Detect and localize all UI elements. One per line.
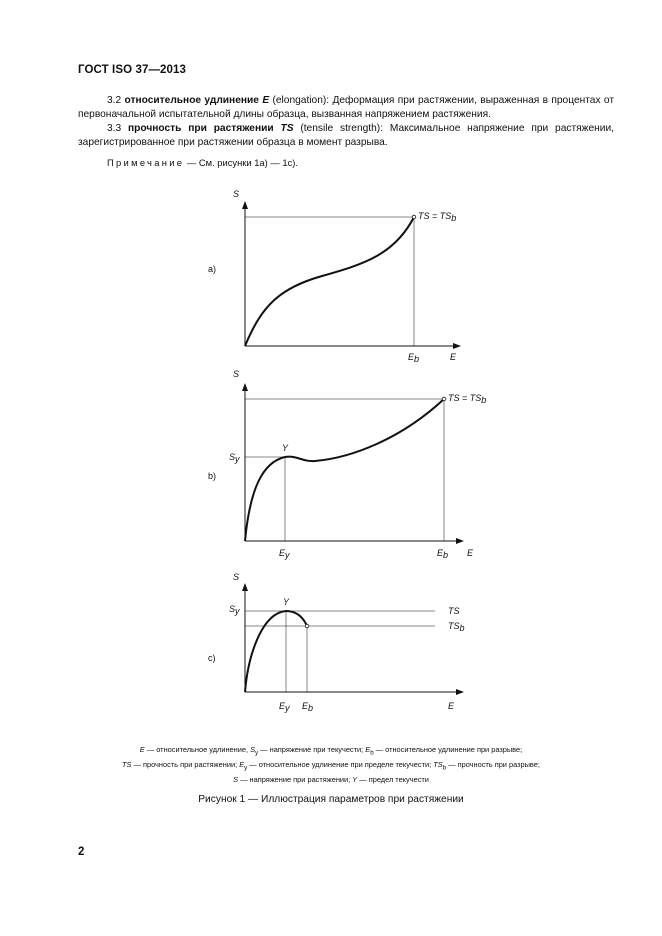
legend-subscript: y xyxy=(244,764,248,772)
legend-line xyxy=(40,744,622,759)
legend-text: — относительное удлинение, xyxy=(144,745,251,754)
legend-symbol: S xyxy=(233,774,239,784)
sy-symbol: S xyxy=(229,604,236,614)
eb-subscript: b xyxy=(308,703,314,713)
legend-subscript: y xyxy=(255,749,259,757)
stress-strain-curve xyxy=(245,217,414,346)
clause-symbol: TS xyxy=(280,123,294,134)
clause-term: относительное удлинение xyxy=(124,95,259,106)
x-axis-label: E xyxy=(467,548,474,558)
figure-caption: Рисунок 1 — Иллюстрация параметров при растяжении xyxy=(198,794,464,805)
figure-legend xyxy=(40,744,622,788)
stress-strain-curve xyxy=(245,399,444,541)
legend-text: — напряжение при текучести; xyxy=(258,745,366,754)
clause-english: (tensile strength) xyxy=(300,123,381,134)
clause-definition: : Деформация при растяжении, выраженная в процентах от первоначальной испытательной длины образца, вызванная напряжением растяжения. xyxy=(78,95,614,120)
legend-text: — относительное удлинение при пределе текучести; xyxy=(247,759,434,769)
legend-symbol: S xyxy=(250,745,256,754)
break-point xyxy=(412,215,416,219)
eb-symbol: E xyxy=(302,701,309,711)
legend-text: — прочность при растяжении; xyxy=(131,759,240,769)
ts-symbol: TS = TS xyxy=(418,211,452,221)
ey-symbol: E xyxy=(279,548,286,558)
eb-symbol: E xyxy=(437,548,444,558)
y-axis-label: S xyxy=(233,369,240,379)
eb-subscript: b xyxy=(414,354,420,364)
tsb-symbol: TS xyxy=(448,621,460,631)
eb-tick-label xyxy=(437,548,448,560)
ey-tick-label xyxy=(279,548,290,560)
y-axis-label: S xyxy=(233,189,240,199)
legend-symbol: Y xyxy=(352,774,358,784)
legend-text: — предел текучести xyxy=(357,774,429,784)
legend-symbol: TS xyxy=(433,759,443,769)
sy-subscript: y xyxy=(235,606,240,616)
panel-b xyxy=(208,369,486,560)
yield-point-label: Y xyxy=(283,597,290,607)
sy-tick-label xyxy=(229,604,240,616)
ts-line-label: TS xyxy=(448,606,460,616)
legend-subscript: b xyxy=(442,764,447,772)
ts-subscript: b xyxy=(481,395,487,405)
panel-a xyxy=(208,189,460,364)
note-label: Примечание xyxy=(107,157,185,168)
sy-tick-label xyxy=(229,452,240,464)
clause-number: 3.3 xyxy=(107,123,122,134)
ts-symbol: TS = TS xyxy=(448,393,482,403)
ey-subscript: y xyxy=(285,703,290,713)
legend-text: — прочность при разрыве; xyxy=(446,759,540,769)
legend-line xyxy=(40,759,622,774)
panel-label: a) xyxy=(208,264,217,274)
ey-tick-label xyxy=(279,701,290,713)
legend-symbol: E xyxy=(239,759,245,769)
legend-symbol: E xyxy=(139,745,145,754)
sy-symbol: S xyxy=(229,452,236,462)
stress-strain-curve xyxy=(245,611,307,692)
legend-symbol: TS xyxy=(122,759,132,769)
clause-symbol: E xyxy=(262,95,270,106)
tsb-line-label xyxy=(448,621,465,633)
ts-subscript: b xyxy=(451,213,457,223)
x-axis-label: E xyxy=(450,352,457,362)
ts-point-label xyxy=(418,211,456,223)
eb-tick-label xyxy=(408,352,419,364)
legend-text: — относительное удлинение при разрыве; xyxy=(373,745,523,754)
eb-tick-label xyxy=(302,701,313,713)
document-header: ГОСТ ISO 37—2013 xyxy=(78,64,187,76)
clause-number: 3.2 xyxy=(107,95,122,106)
sy-subscript: y xyxy=(235,454,240,464)
clause-definition: : Максимальное напряжение при растяжении, зарегистрированное при растяжении образца в момент разрыва. xyxy=(78,123,614,148)
legend-subscript: b xyxy=(370,749,374,757)
ts-point-label xyxy=(448,393,486,405)
tsb-subscript: b xyxy=(459,623,465,633)
eb-subscript: b xyxy=(443,550,449,560)
panel-c xyxy=(208,572,465,713)
panel-label: b) xyxy=(208,471,217,481)
note-text: — См. рисунки 1а) — 1с). xyxy=(184,157,298,168)
panel-label: c) xyxy=(208,653,216,663)
eb-symbol: E xyxy=(408,352,415,362)
yield-point-label: Y xyxy=(282,443,289,453)
break-point xyxy=(442,397,446,401)
y-axis-label: S xyxy=(233,572,240,582)
x-axis-label: E xyxy=(448,701,455,711)
page-number: 2 xyxy=(78,846,85,858)
clause-english: (elongation) xyxy=(272,95,327,106)
legend-line xyxy=(40,774,622,789)
ey-subscript: y xyxy=(285,550,290,560)
legend-symbol: E xyxy=(365,745,371,754)
legend-text: — напряжение при растяжении; xyxy=(238,774,353,784)
break-point xyxy=(305,624,309,628)
ey-symbol: E xyxy=(279,701,286,711)
clause-term: прочность при растяжении xyxy=(128,123,274,134)
